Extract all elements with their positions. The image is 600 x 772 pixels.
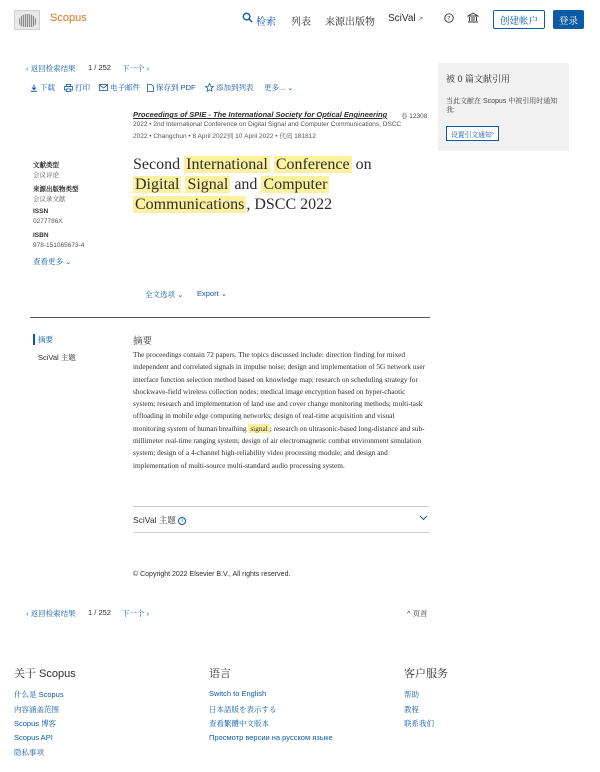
star-icon: [205, 83, 214, 92]
abstract-heading: 摘要: [133, 336, 153, 347]
nav-scival-label: SciVal: [388, 13, 416, 24]
footer-link[interactable]: 内容涵盖范围: [14, 705, 59, 714]
title-highlight: Computer: [263, 176, 328, 193]
cited-by-panel: [438, 63, 569, 151]
conference-location-line: 2022 • Changchun • 8 April 2022到 10 April 2022 • 代码 181812: [133, 133, 316, 140]
nav-scival[interactable]: [388, 13, 423, 24]
footer-support-title: 客户服务: [404, 668, 448, 680]
save-pdf-button[interactable]: 保存到 PDF: [147, 82, 196, 93]
chevron-down-icon[interactable]: [419, 515, 428, 521]
elsevier-logo[interactable]: [14, 10, 40, 30]
fulltext-options-button[interactable]: 全文选项 ⌄: [145, 290, 184, 299]
scopus-logo-text[interactable]: Scopus: [50, 12, 87, 24]
title-highlight: International: [186, 156, 268, 173]
create-account-button[interactable]: 创建帐户: [493, 10, 545, 29]
chevron-right-icon: ›: [491, 130, 495, 137]
title-highlight: Communications: [135, 196, 245, 213]
source-title-link[interactable]: Proceedings of SPIE - The International Society for Optical Engineering: [133, 110, 388, 119]
footer-link[interactable]: Просмотр версии на русском языке: [209, 733, 333, 742]
source-volume: 卷 12308: [401, 113, 428, 120]
abstract-text: The proceedings contain 72 papers. The topics discussed include: direction finding for mixed independent and correlated signals in impulse noise; design and implementation of 5G network user interface function selection method based on knowledge map; research on scheduling strategy for shockwave-field wireless collection nodes; medical image encryption based on hyper-chaotic system; research and implementation of land use and cover change monitoring methods; multi-task offloading in mobile edge computing networks; design of real-time acquisition and visual monitoring system of human breathing signal ; research on ultrasonic-based long-distance and sub-millimeter real-time ranging system; design of air electromagnetic combat environment simulation system; design of a 4-channel high-reliability video processing module; and design and implementation of multi-source multi-standard audio processing system.: [133, 350, 426, 470]
chevron-up-icon: ^: [407, 609, 413, 618]
section-rule: [133, 532, 429, 533]
more-actions-button[interactable]: 更多... ⌄: [264, 83, 294, 92]
source-type-label: 来源出版物类型: [33, 186, 79, 193]
footer-link[interactable]: Switch to English: [209, 689, 267, 698]
footer-link[interactable]: 日本語版を表示する: [209, 705, 277, 714]
footer-link[interactable]: 查看繁體中文版本: [209, 719, 269, 728]
footer-about-title: 关于 Scopus: [14, 668, 76, 680]
abstract-highlight: signal: [250, 423, 268, 433]
nav-search[interactable]: 检索: [256, 17, 276, 28]
scival-topics-toggle[interactable]: SciVal 主题 i: [133, 514, 186, 526]
source-type-value: 会议录文献: [33, 196, 66, 203]
issn-label: ISSN: [33, 208, 49, 215]
chevron-left-icon: ‹: [26, 609, 31, 618]
issn-value: 0277786X: [33, 218, 63, 225]
isbn-label: ISBN: [33, 232, 49, 239]
info-icon: i: [178, 517, 186, 525]
printer-icon: [64, 84, 73, 92]
download-icon: [30, 84, 38, 92]
footer-link[interactable]: 帮助: [404, 690, 419, 699]
footer-link[interactable]: Scopus 博客: [14, 719, 57, 728]
footer-language-title: 语言: [209, 668, 231, 680]
footer-link[interactable]: Scopus API: [14, 733, 53, 742]
set-citation-alert-button[interactable]: 设置引文通知 ›: [446, 126, 499, 141]
footer-link[interactable]: 隐私事项: [14, 748, 44, 757]
footer-link[interactable]: 联系我们: [404, 719, 434, 728]
nav-sources[interactable]: 来源出版物: [325, 17, 375, 28]
svg-text:?: ?: [447, 15, 451, 23]
export-button[interactable]: Export ⌄: [197, 289, 228, 298]
sidebar-item-abstract[interactable]: 摘要: [33, 334, 53, 345]
sidebar-item-scival[interactable]: SciVal 主题: [38, 353, 76, 362]
email-icon: [99, 84, 108, 91]
chevron-down-icon: ⌄: [218, 289, 228, 298]
copyright: © Copyright 2022 Elsevier B.V., All rights reserved.: [133, 571, 291, 578]
pdf-icon: [147, 84, 154, 92]
chevron-down-icon: ⌄: [175, 290, 184, 299]
add-to-list-button[interactable]: 添加到列表: [205, 82, 254, 93]
help-icon[interactable]: [444, 13, 454, 23]
back-to-results-link[interactable]: ‹ 返回检索结果: [26, 609, 76, 618]
doc-type-label: 文献类型: [33, 162, 59, 169]
title-highlight: Signal: [187, 176, 229, 193]
view-more-link[interactable]: 查看更多 ⌄: [33, 257, 72, 266]
cited-by-desc: 当此文献在 Scopus 中被引用时通知我:: [446, 98, 558, 114]
document-title: Second International Conference on Digital Signal and Computer Communications , DSCC 2022: [133, 156, 372, 213]
download-button[interactable]: 下载: [30, 82, 55, 93]
doc-type-value: 会议评论: [33, 172, 59, 179]
chevron-right-icon: ›: [144, 64, 150, 73]
pager-position: 1 / 252: [88, 63, 111, 72]
title-highlight: Digital: [135, 176, 180, 193]
institution-icon[interactable]: [467, 12, 479, 23]
next-result-label: 下一个: [122, 64, 145, 73]
back-to-top-link[interactable]: ^ 页首: [407, 609, 428, 618]
next-result-link[interactable]: [122, 63, 149, 74]
print-button[interactable]: 打印: [64, 82, 90, 93]
chevron-left-icon: ‹: [26, 64, 31, 73]
section-rule: [133, 506, 429, 507]
pager-position: 1 / 252: [88, 608, 111, 617]
nav-lists[interactable]: 列表: [291, 17, 311, 28]
back-to-results-link[interactable]: [26, 63, 76, 74]
title-highlight: Conference: [275, 156, 350, 173]
login-button[interactable]: 登录: [553, 10, 584, 29]
isbn-value: 978-151065673-4: [33, 242, 85, 249]
conference-info-line: 2022 • 2nd International Conference on Digital Signal and Computer Communications, DSCC: [133, 121, 402, 128]
chevron-down-icon: ⌄: [63, 257, 72, 266]
chevron-down-icon: ⌄: [287, 84, 294, 92]
footer-link[interactable]: 教程: [404, 705, 419, 714]
chevron-right-icon: ›: [144, 609, 150, 618]
footer-link[interactable]: 什么是 Scopus: [14, 690, 64, 699]
section-divider: [30, 317, 430, 318]
back-to-results-label: 返回检索结果: [30, 64, 76, 73]
external-link-icon: ↗: [415, 16, 424, 23]
cited-by-title: 被 0 篇文献引用: [446, 74, 511, 84]
next-result-link[interactable]: 下一个 ›: [122, 609, 150, 618]
search-icon: [242, 12, 253, 23]
email-button[interactable]: 电子邮件: [99, 82, 140, 93]
